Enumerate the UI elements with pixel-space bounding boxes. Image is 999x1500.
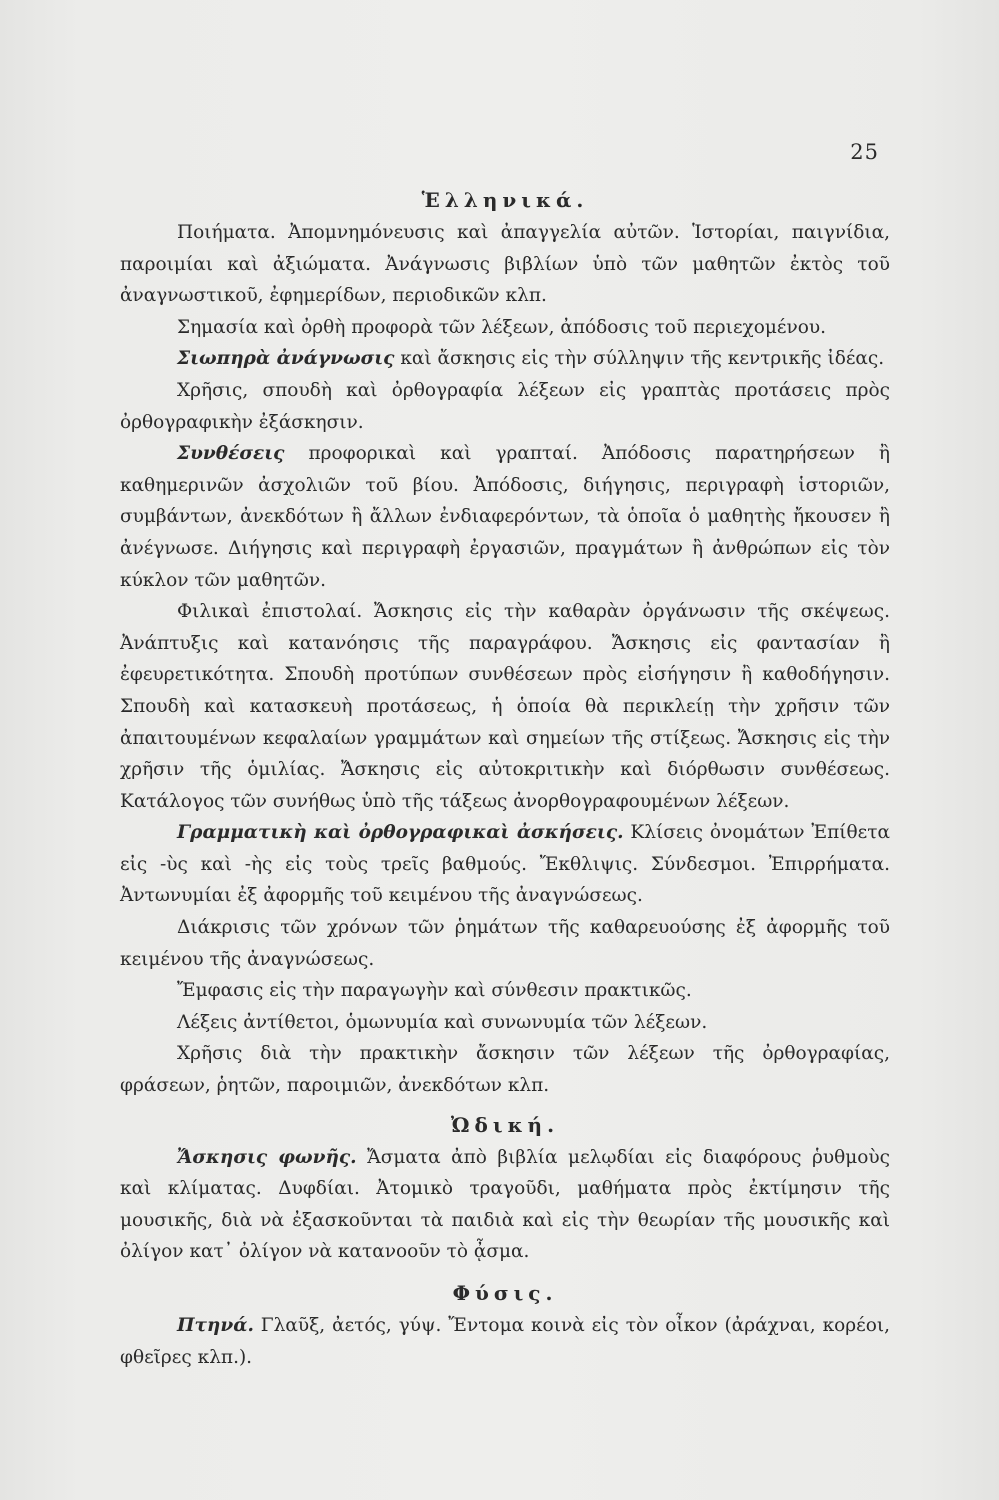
paragraph: Ἔμφασις εἰς τὴν παραγωγὴν καὶ σύνθεσιν πρακτικῶς.	[177, 980, 692, 1002]
paragraph-lead: Συνθέσεις	[177, 443, 285, 465]
section-title-music: Ὠδική.	[450, 1112, 560, 1137]
paragraph-lead: Σιωπηρὰ ἀνάγνωσις	[177, 348, 395, 370]
paragraph	[120, 438, 890, 596]
paragraph-text: Κλίσεις ὀνομάτων Ἐπίθετα εἰς -ὺς καὶ -ὴς εἰς τοὺς τρεῖς βαθμούς. Ἔκθλιψις. Σύνδεσμοι. Ἐπιρρήματα. Ἀντωνυμίαι ἐξ ἀφορμῆς τοῦ κειμένου τῆς ἀναγνώσεως.	[120, 822, 890, 907]
paragraph: Σημασία καὶ ὀρθὴ προφορὰ τῶν λέξεων, ἀπόδοσις τοῦ περιεχομένου.	[177, 316, 826, 338]
page-content	[120, 183, 890, 1373]
paragraph-lead: Γραμματικὴ καὶ ὀρθογραφικαὶ ἀσκήσεις.	[177, 822, 624, 844]
paragraph: Χρῆσις διὰ τὴν πρακτικὴν ἄσκησιν τῶν λέξεων τῆς ὀρθογραφίας, φράσεων, ῥητῶν, παροιμιῶν, ἀνεκδότων κλπ.	[120, 1043, 890, 1097]
paragraph: Φιλικαὶ ἐπιστολαί. Ἄσκησις εἰς τὴν καθαρὰν ὀργάνωσιν τῆς σκέψεως. Ἀνάπτυξις καὶ κατανόησις τῆς παραγράφου. Ἄσκησις εἰς φαντασίαν ἢ ἐφευρετικότητα. Σπουδὴ προτύπων συνθέσεων πρὸς εἰσήγησιν ἢ καθοδήγησιν. Σπουδὴ καὶ κατασκευὴ προτάσεως, ἡ ὁποία θὰ περικλείῃ τὴν χρῆσιν τῶν ἀπαιτουμένων κεφαλαίων γραμμάτων καὶ σημείων τῆς στίξεως. Ἄσκησις εἰς τὴν χρῆσιν τῆς ὁμιλίας. Ἄσκησις εἰς αὐτοκριτικὴν καὶ διόρθωσιν συνθέσεως. Κατάλογος τῶν συνήθως ὑπὸ τῆς τάξεως ἀνορθογραφουμένων λέξεων.	[120, 601, 890, 812]
paragraph-text: προφορικαὶ καὶ γραπταί. Ἀπόδοσις παρατηρήσεων ἢ καθημερινῶν ἀσχολιῶν τοῦ βίου. Ἀπόδοσις, διήγησις, περιγραφὴ ἱστοριῶν, συμβάντων, ἀνεκδότων ἢ ἄλλων ἐνδιαφερόντων, τὰ ὁποῖα ὁ μαθητὴς ἤκουσεν ἢ ἀνέγνωσε. Διήγησις καὶ περιγραφὴ ἐργασιῶν, πραγμάτων ἢ ἀνθρώπων εἰς τὸν κύκλον τῶν μαθητῶν.	[120, 443, 890, 591]
paragraph	[120, 817, 890, 912]
section-title-nature: Φύσις.	[452, 1281, 558, 1305]
paragraph-text: καὶ ἄσκησις εἰς τὴν σύλληψιν τῆς κεντρικῆς ἰδέας.	[394, 348, 885, 370]
paragraph-lead: Ἄσκησις φωνῆς.	[177, 1146, 357, 1168]
page-number: 25	[850, 140, 879, 164]
section-title-greek: Ἑλληνικά.	[421, 188, 589, 212]
paragraph-text: Γλαῦξ, ἀετός, γύψ. Ἔντομα κοινὰ εἰς τὸν οἶκον (ἀράχναι, κορέοι, φθεῖρες κλπ.).	[120, 1315, 890, 1368]
paragraph	[120, 1310, 890, 1373]
paragraph-lead: Πτηνά.	[177, 1315, 254, 1336]
paragraph	[120, 1142, 890, 1268]
paragraph-text: Ἄσματα ἀπὸ βιβλία μελῳδίαι εἰς διαφόρους ῥυθμοὺς καὶ κλίματας. Δυφδίαι. Ἀτομικὸ τραγοῦδι, μαθήματα πρὸς ἐκτίμησιν τῆς μουσικῆς, διὰ νὰ ἐξασκοῦνται τὰ παιδιὰ καὶ εἰς τὴν θεωρίαν τῆς μουσικῆς καὶ ὀλίγον κατ᾽ ὀλίγον νὰ κατανοοῦν τὸ ᾆσμα.	[120, 1146, 890, 1263]
paragraph: Χρῆσις, σπουδὴ καὶ ὀρθογραφία λέξεων εἰς γραπτὰς προτάσεις πρὸς ὀρθογραφικὴν ἐξάσκησιν.	[120, 379, 890, 433]
paragraph	[120, 343, 890, 375]
paragraph: Λέξεις ἀντίθετοι, ὁμωνυμία καὶ συνωνυμία τῶν λέξεων.	[177, 1011, 708, 1033]
paragraph: Ποιήματα. Ἀπομνημόνευσις καὶ ἀπαγγελία αὐτῶν. Ἱστορίαι, παιγνίδια, παροιμίαι καὶ ἀξιώματα. Ἀνάγνωσις βιβλίων ὑπὸ τῶν μαθητῶν ἐκτὸς τοῦ ἀναγνωστικοῦ, ἐφημερίδων, περιοδικῶν κλπ.	[120, 222, 890, 307]
paragraph: Διάκρισις τῶν χρόνων τῶν ῥημάτων τῆς καθαρευούσης ἐξ ἀφορμῆς τοῦ κειμένου τῆς ἀναγνώσεως.	[120, 917, 890, 970]
